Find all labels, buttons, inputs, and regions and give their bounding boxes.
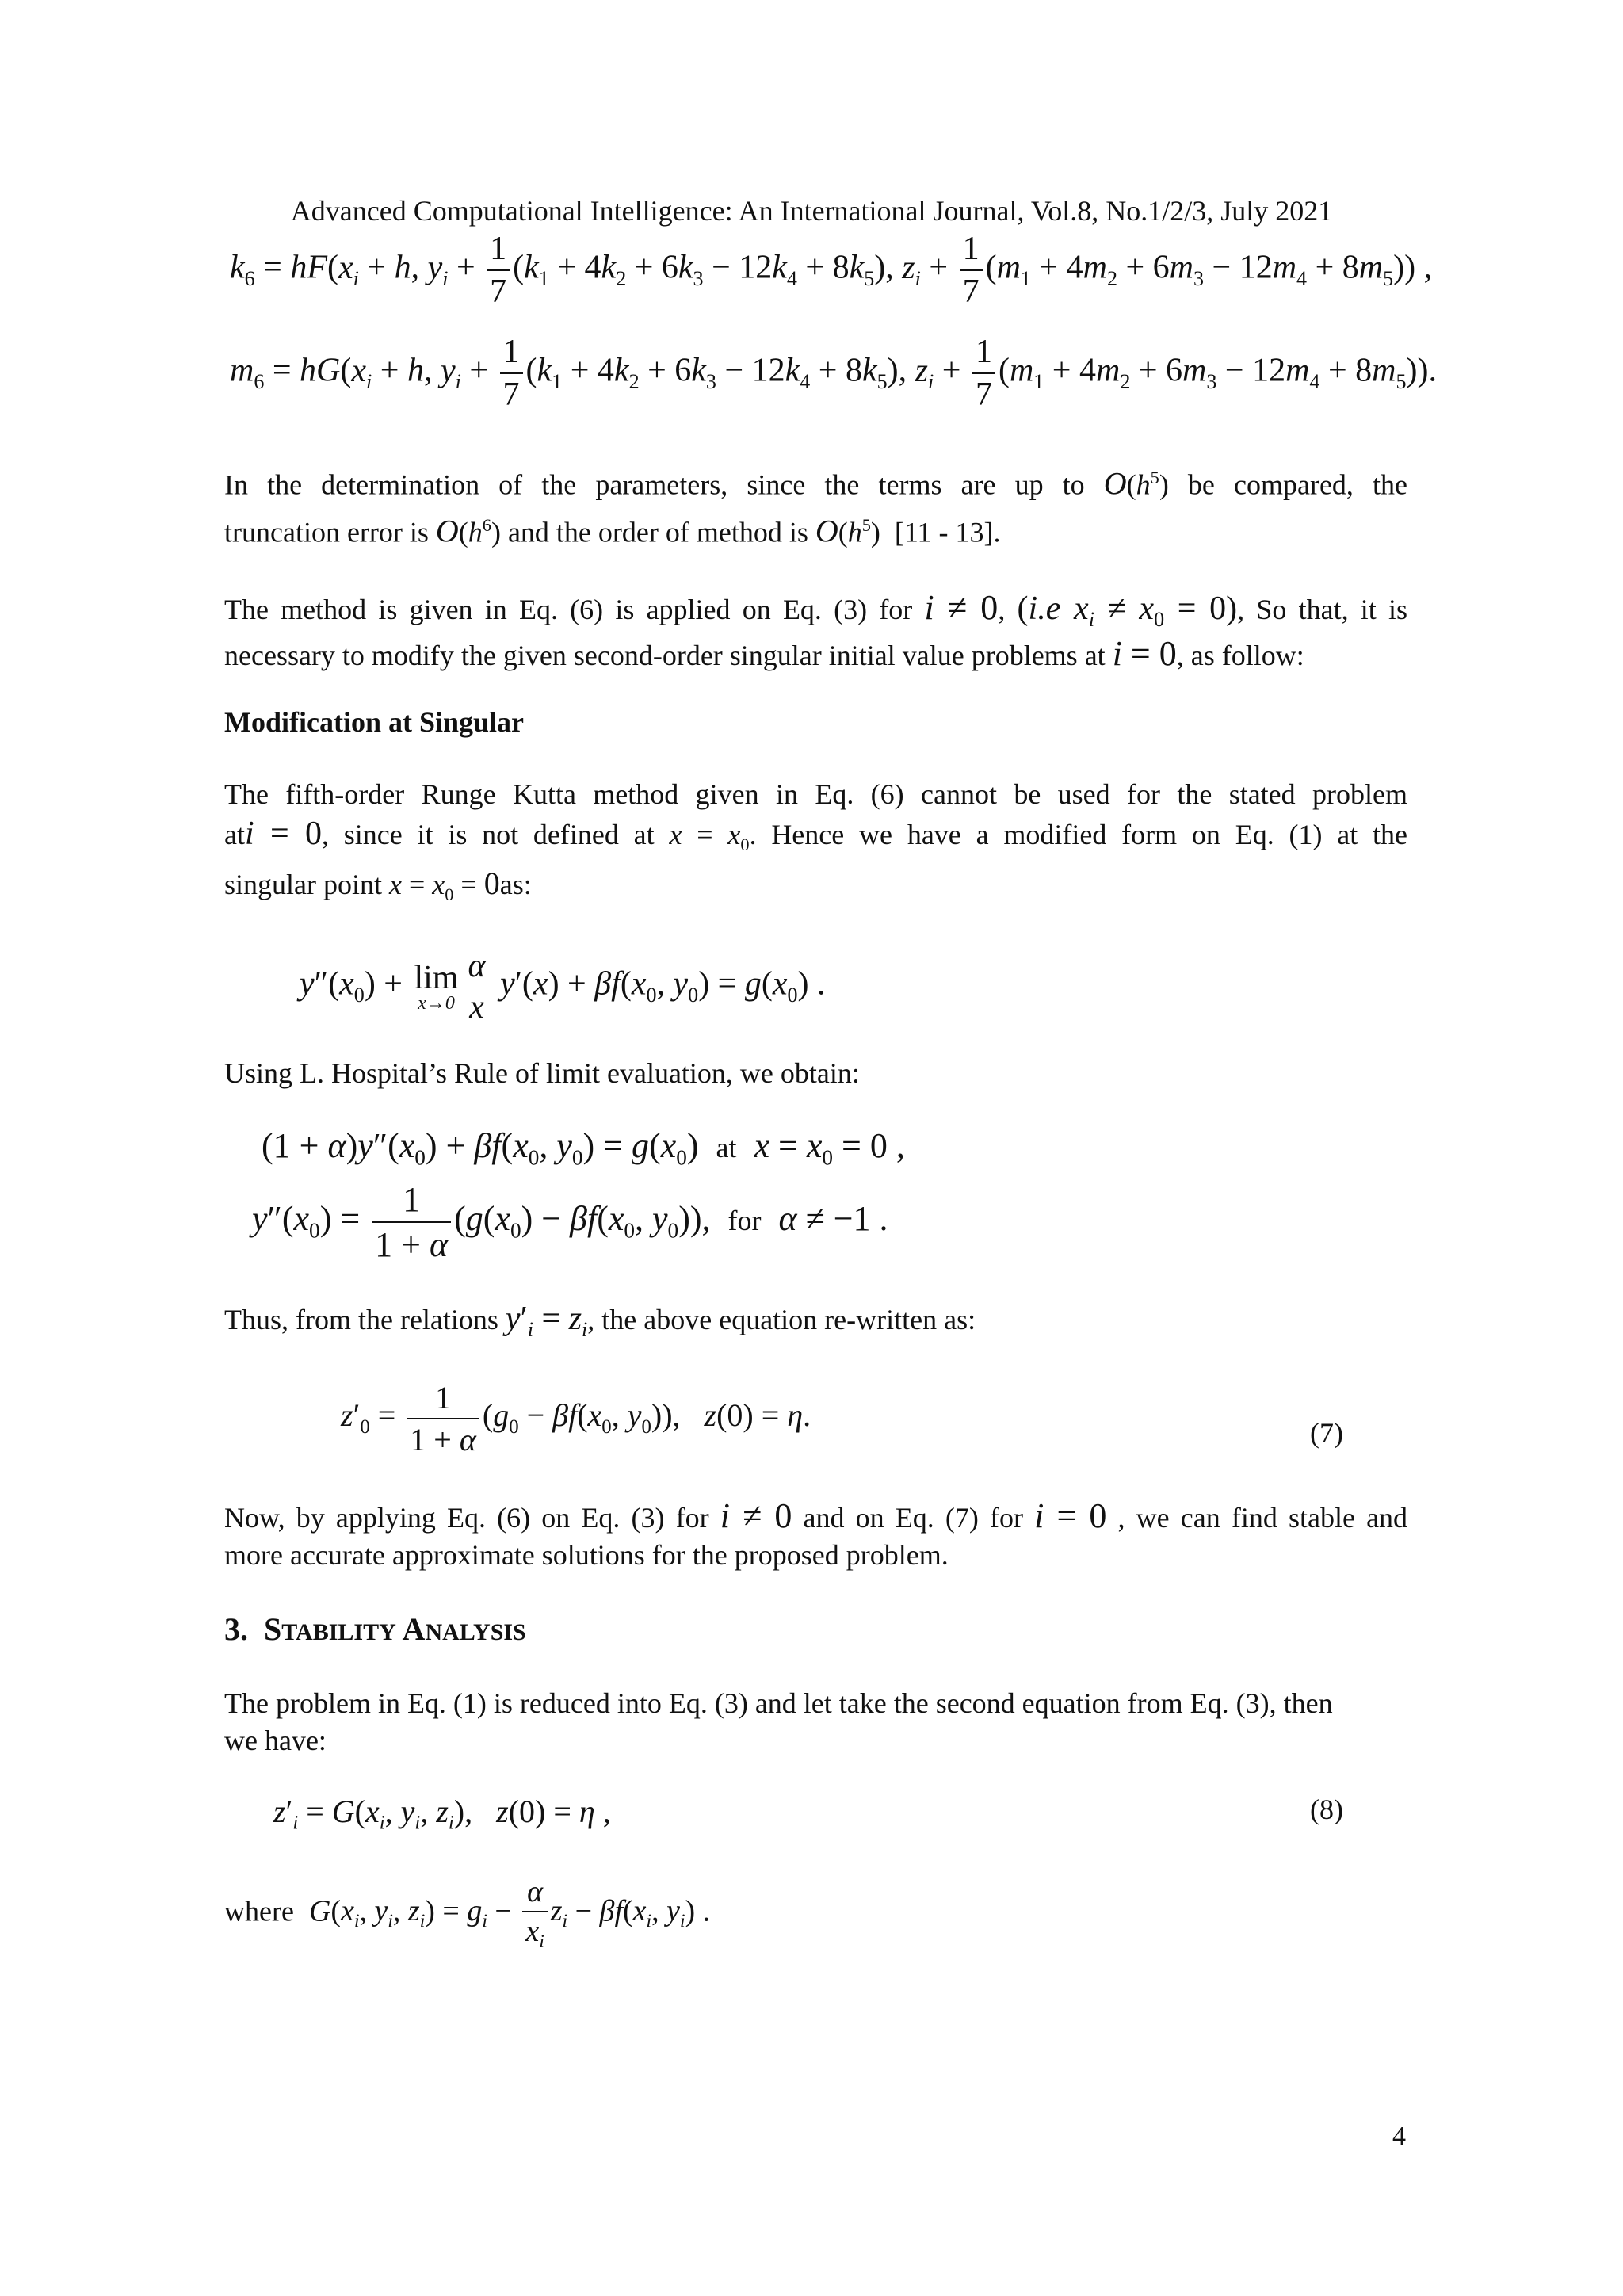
page-number: 4	[1392, 2122, 1406, 2151]
paragraph-fifth-order-line2: ati = 0, since it is not defined at $x = x_0$. Hence we have a modified form on Eq. (1) at the	[224, 816, 1408, 854]
subheading-modification: Modification at Singular	[224, 706, 525, 738]
equation-number-7: (7)	[1310, 1417, 1343, 1449]
paragraph-hospital: Using L. Hospital’s Rule of limit evaluation, we obtain:	[224, 1057, 860, 1089]
paragraph-truncation-line1: In the determination of the parameters, since the terms are up to $O(h^5)$ be compared, the	[224, 465, 1407, 502]
equation-number-8: (8)	[1310, 1794, 1343, 1825]
paragraph-fifth-order-line1: The fifth-order Runge Kutta method given in Eq. (6) cannot be used for the stated problem	[224, 778, 1407, 810]
equation-where-G: where $G(x_i$, $y_i$, $z_i) = g_i$ − $\frac{\alpha}{x_i}$ $z_i - \beta f(x_i$, $y_i$) .	[224, 1875, 711, 1953]
equation-hospital-1: $(1 + \alpha)y''(x_0) + \beta f(x_0$, $y_0) = g(x_0)$ at $x = x_0 = 0$ ,	[262, 1126, 905, 1170]
paragraph-now-line1: Now, by applying Eq. (6) on Eq. (3) for i ≠ 0 and on Eq. (7) for i = 0 , we can find stable and	[224, 1496, 1408, 1535]
paragraph-truncation-line2: truncation error is $O(h^6)$ and the order of method is $O(h^5)$ [11 - 13].	[224, 513, 1001, 549]
section-heading-stability: 3. STABILITY ANALYSIS	[224, 1611, 526, 1647]
paragraph-problem-line2: we have:	[224, 1725, 327, 1756]
running-header: Advanced Computational Intelligence: An International Journal, Vol.8, No.1/2/3, July 2021	[290, 195, 1333, 227]
paragraph-method-line2: necessary to modify the given second-order singular initial value problems at i = 0, as follow:	[224, 634, 1304, 673]
equation-8: $z'_i = G(x_i$, $y_i$, $z_i$), z(0) = η ,	[273, 1794, 611, 1834]
equation-m6: $m_6 = hG(x_i + h$, $y_i$ + $\frac{1}{7}$ $(k_1 + 4k_2 + 6k_3 - 12k_4 + 8k_5)$, $z_i$ + $\frac{1}{7}$ $(m_1 + 4m_2 + 6m_3 - 12m_4 + 8m_5)$).	[230, 334, 1437, 413]
equation-k6: $k_6 = hF(x_i + h$, $y_i$ + $\frac{1}{7}$ $(k_1 + 4k_2 + 6k_3 - 12k_4 + 8k_5)$, $z_i$ + $\frac{1}{7}$ $(m_1 + 4m_2 + 6m_3 - 12m_4 + 8m_5)$) ,	[230, 231, 1433, 310]
paragraph-method-line1: The method is given in Eq. (6) is applied on Eq. (3) for i ≠ 0, (i.e $x_i \ne x_0 = 0$), So that, it is	[224, 588, 1408, 632]
paragraph-thus: Thus, from the relations $y'_i = z_i$, the above equation re-written as:	[224, 1301, 976, 1342]
equation-7: $z'_0$ = $\frac{1}{1 + \alpha}$ ($g_0 - \beta f(x_0$, $y_0$)), z(0) = η.	[341, 1380, 812, 1457]
equation-limit: $y''(x_0)$ + lim x→0 α x $y'(x) + \beta f(x_0$, $y_0) = g(x_0)$ .	[300, 948, 826, 1026]
paragraph-fifth-order-line3: singular point $x = x_0 = 0as$:	[224, 865, 532, 904]
paragraph-problem-line1: The problem in Eq. (1) is reduced into Eq. (3) and let take the second equation from Eq. (3), then	[224, 1687, 1333, 1719]
paragraph-now-line2: more accurate approximate solutions for the proposed problem.	[224, 1539, 949, 1571]
equation-hospital-2: $y''(x_0)$ = $\frac{1}{1 + \alpha}$ ($g(x_0) - \beta f(x_0$, $y_0$)), for α ≠ −1 .	[252, 1180, 888, 1264]
